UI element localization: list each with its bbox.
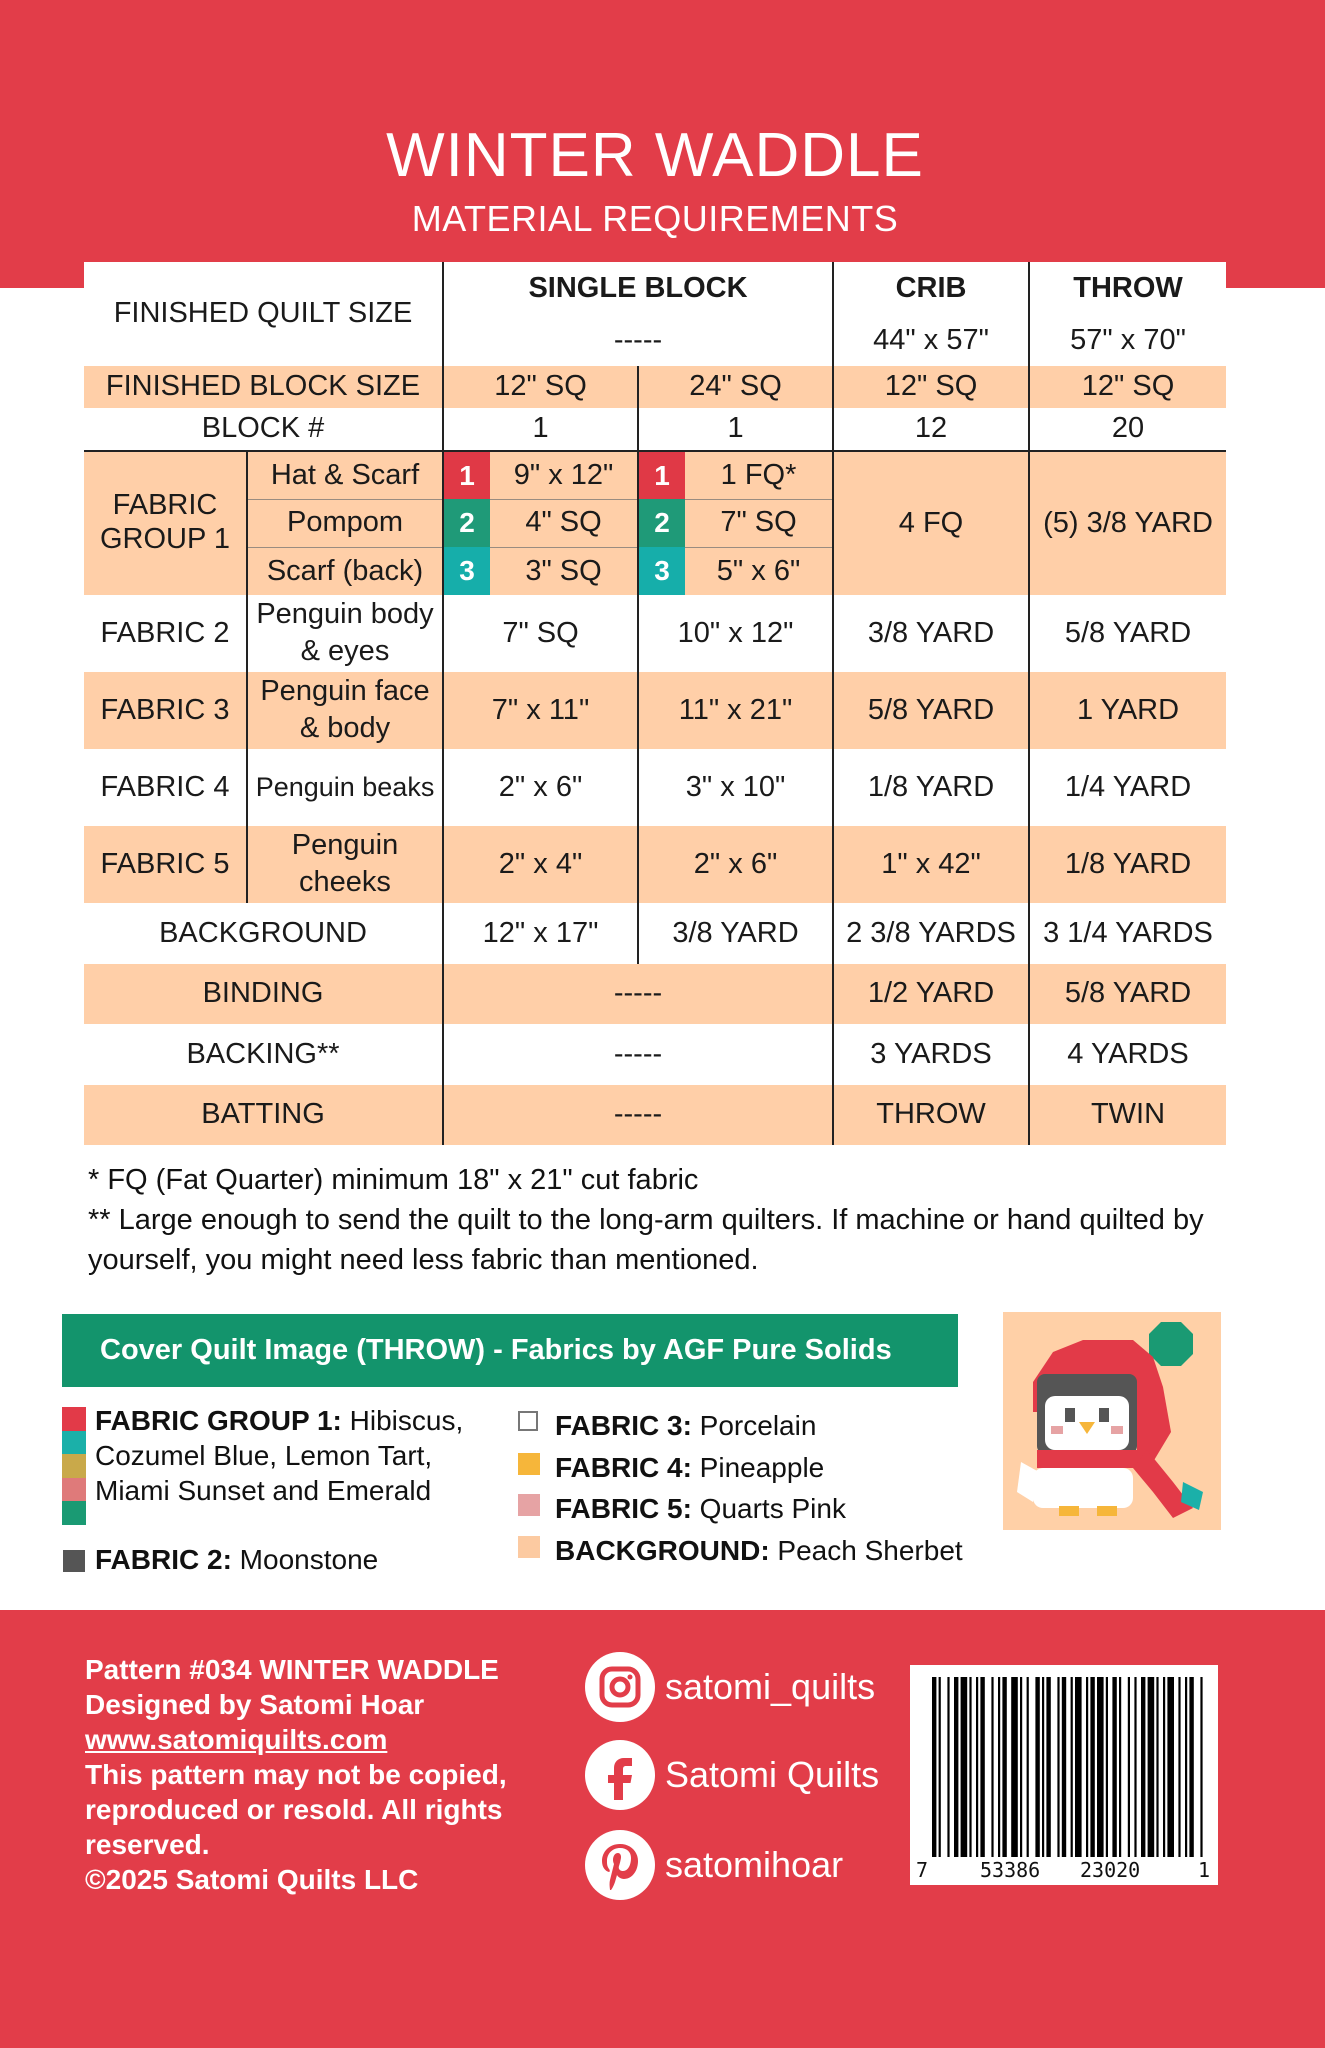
barcode-bar — [1086, 1677, 1088, 1857]
barcode-bar — [1097, 1677, 1104, 1857]
copy-line-3: reserved. — [85, 1829, 210, 1860]
num-badge-2: 2 — [443, 499, 490, 547]
backing-throw: 4 YARDS — [1029, 1024, 1226, 1085]
single-quilt-size: ----- — [443, 316, 833, 366]
barcode-bar — [976, 1677, 978, 1857]
legend-fabric3: FABRIC 3: Porcelain — [555, 1410, 817, 1441]
num-badge-3: 3 — [443, 547, 490, 595]
fabric-piece: Penguin face & body — [247, 672, 443, 749]
legend-right — [555, 1405, 963, 1571]
instagram-link[interactable] — [585, 1652, 875, 1722]
piece-pompom: Pompom — [247, 499, 443, 547]
block-number-crib: 12 — [833, 408, 1029, 451]
pompom-size-single: 4" SQ — [490, 499, 638, 547]
fabric-name: FABRIC 5 — [84, 826, 247, 903]
background-single: 12" x 17" — [443, 903, 638, 964]
batting-label: BATTING — [84, 1085, 443, 1145]
barcode-bar — [1119, 1677, 1121, 1857]
barcode-bar — [1071, 1677, 1073, 1857]
page-subtitle: MATERIAL REQUIREMENTS — [411, 198, 899, 239]
throw-quilt-size: 57" x 70" — [1029, 316, 1226, 366]
batting-throw: TWIN — [1029, 1085, 1226, 1145]
barcode-bar — [1112, 1677, 1116, 1857]
swatch-fabric5 — [518, 1494, 540, 1516]
legend-fabric2: FABRIC 2: Moonstone — [95, 1544, 379, 1575]
finished-quilt-size-label: FINISHED QUILT SIZE — [113, 297, 413, 330]
fabric-row — [84, 826, 1226, 903]
background-label: BACKGROUND — [159, 916, 367, 949]
instagram-icon — [585, 1652, 655, 1722]
fabric-throw: 1 YARD — [1029, 672, 1226, 749]
single-block-header: SINGLE BLOCK — [443, 262, 833, 316]
backing-row — [84, 1024, 1226, 1085]
barcode-bar — [1027, 1677, 1029, 1857]
fabric-double: 10" x 12" — [638, 595, 833, 672]
legend-banner: Cover Quilt Image (THROW) - Fabrics by AGF Pure Solids — [62, 1314, 958, 1387]
block-number-throw: 20 — [1029, 408, 1226, 451]
barcode-bar — [1134, 1677, 1136, 1857]
page-title: WINTER WADDLE — [386, 121, 924, 190]
fabric-single: 7" x 11" — [443, 672, 638, 749]
piece-scarf-back: Scarf (back) — [247, 547, 443, 595]
copy-line-1: This pattern may not be copied, — [85, 1759, 507, 1790]
binding-single: ----- — [443, 964, 833, 1024]
barcode-bar — [954, 1677, 958, 1857]
penguin-quilt-image — [1003, 1312, 1221, 1530]
fabric-crib: 1/8 YARD — [833, 749, 1029, 826]
barcode-bar — [961, 1677, 968, 1857]
fabric-name: FABRIC 3 — [84, 672, 247, 749]
legend-fabric5: FABRIC 5: Quarts Pink — [555, 1493, 846, 1524]
barcode-bar — [1002, 1677, 1006, 1857]
instagram-handle: satomi_quilts — [665, 1666, 876, 1707]
binding-label: BINDING — [84, 964, 443, 1024]
hat-size-double: 1 FQ* — [685, 451, 833, 499]
group1-label: FABRIC GROUP 1 — [84, 451, 247, 595]
scarf-back-size-double: 5" x 6" — [685, 547, 833, 595]
fabric-piece: Penguin beaks — [247, 749, 443, 826]
fabric-row — [84, 749, 1226, 826]
barcode-bar — [939, 1677, 941, 1857]
fabric-double: 2" x 6" — [638, 826, 833, 903]
barcode-bar — [1057, 1677, 1059, 1857]
binding-crib: 1/2 YARD — [833, 964, 1029, 1024]
barcode-digit-right: 1 — [1198, 1858, 1211, 1882]
fabric-throw: 1/4 YARD — [1029, 749, 1226, 826]
barcode-bar — [1011, 1677, 1018, 1857]
barcode — [910, 1665, 1218, 1885]
block-number-single: 1 — [443, 408, 638, 451]
fq-note: * FQ (Fat Quarter) minimum 18" x 21" cut fabric — [88, 1164, 699, 1196]
pinterest-handle: satomihoar — [665, 1844, 844, 1885]
num-badge-1: 1 — [443, 451, 490, 499]
barcode-bars — [910, 1665, 1218, 1885]
background-double: 3/8 YARD — [638, 903, 833, 964]
barcode-bar — [947, 1677, 949, 1857]
swatch-group1 — [62, 1407, 86, 1525]
fabric-name: FABRIC 4 — [100, 770, 230, 803]
barcode-bar — [1128, 1677, 1130, 1857]
block-size-double: 24" SQ — [638, 366, 833, 408]
footnotes — [88, 1160, 1238, 1280]
barcode-bar — [1106, 1677, 1108, 1857]
background-crib: 2 3/8 YARDS — [833, 903, 1029, 964]
backing-label: BACKING** — [186, 1037, 340, 1070]
throw-header: THROW — [1029, 262, 1226, 316]
fabric-row — [84, 595, 1226, 672]
barcode-digits-group2: 23020 — [1080, 1858, 1141, 1882]
swatch-background — [518, 1536, 540, 1558]
barcode-bar — [1200, 1677, 1202, 1857]
barcode-bar — [1090, 1677, 1094, 1857]
fabric-crib: 5/8 YARD — [833, 672, 1029, 749]
barcode-bar — [1189, 1677, 1193, 1857]
fabric-single: 7" SQ — [443, 595, 638, 672]
num-badge-2: 2 — [638, 499, 685, 547]
barcode-bar — [1178, 1677, 1180, 1857]
pinterest-icon — [585, 1830, 655, 1900]
barcode-bar — [1148, 1677, 1155, 1857]
legend-fabric4: FABRIC 4: Pineapple — [555, 1451, 825, 1483]
barcode-bar — [980, 1677, 984, 1857]
barcode-bar — [1046, 1677, 1050, 1857]
num-badge-1: 1 — [638, 451, 685, 499]
material-requirements-table — [84, 262, 1226, 1145]
fabric-throw: 1/8 YARD — [1029, 826, 1226, 903]
barcode-bar — [1141, 1677, 1145, 1857]
legend-group1: FABRIC GROUP 1: Hibiscus, Cozumel Blue, Lemon Tart, Miami Sunset and Emerald — [95, 1405, 464, 1506]
group1-row-hat — [84, 451, 1226, 499]
fabric-single: 2" x 4" — [443, 826, 638, 903]
swatch-fabric3 — [518, 1411, 538, 1431]
barcode-bar — [1042, 1677, 1044, 1857]
block-size-throw: 12" SQ — [1029, 366, 1226, 408]
block-size-single: 12" SQ — [443, 366, 638, 408]
block-size-row — [84, 366, 1226, 408]
copyright: ©2025 Satomi Quilts LLC — [85, 1864, 419, 1895]
backing-single: ----- — [443, 1024, 833, 1085]
fabric-single: 2" x 6" — [443, 749, 638, 826]
block-number-row — [84, 408, 1226, 451]
hat-size-single: 9" x 12" — [490, 451, 638, 499]
footer-credits — [85, 1652, 585, 1897]
barcode-bar — [998, 1677, 1000, 1857]
facebook-link[interactable] — [585, 1740, 879, 1810]
website-link[interactable]: www.satomiquilts.com — [85, 1724, 388, 1755]
swatch-fabric2 — [63, 1550, 85, 1572]
binding-throw: 5/8 YARD — [1029, 964, 1226, 1024]
barcode-bar — [1075, 1677, 1082, 1857]
barcode-bar — [1035, 1677, 1039, 1857]
crib-quilt-size: 44" x 57" — [833, 316, 1029, 366]
designer: Designed by Satomi Hoar — [85, 1689, 425, 1720]
pompom-size-double: 7" SQ — [685, 499, 833, 547]
batting-row — [84, 1085, 1226, 1145]
barcode-bar — [991, 1677, 993, 1857]
facebook-name: Satomi Quilts — [665, 1754, 880, 1795]
backing-crib: 3 YARDS — [833, 1024, 1029, 1085]
block-number-label: BLOCK # — [201, 412, 325, 445]
barcode-bar — [1020, 1677, 1022, 1857]
barcode-bar — [1167, 1677, 1174, 1857]
copy-line-2: reproduced or resold. All rights — [85, 1794, 503, 1825]
fabric-throw: 5/8 YARD — [1029, 595, 1226, 672]
pinterest-link[interactable] — [585, 1830, 843, 1900]
scarf-back-size-single: 3" SQ — [490, 547, 638, 595]
fabric-double: 3" x 10" — [638, 749, 833, 826]
piece-hat-scarf: Hat & Scarf — [247, 451, 443, 499]
fabric-crib: 1" x 42" — [833, 826, 1029, 903]
barcode-bar — [1062, 1677, 1066, 1857]
background-row — [84, 903, 1226, 964]
group1-throw: (5) 3/8 YARD — [1029, 451, 1226, 595]
block-number-double: 1 — [638, 408, 833, 451]
fabric-crib: 3/8 YARD — [833, 595, 1029, 672]
pattern-number: Pattern #034 WINTER WADDLE — [85, 1654, 499, 1685]
facebook-icon — [585, 1740, 655, 1810]
block-size-crib: 12" SQ — [833, 366, 1029, 408]
crib-header: CRIB — [833, 262, 1029, 316]
batting-crib: THROW — [833, 1085, 1029, 1145]
barcode-bar — [1163, 1677, 1165, 1857]
barcode-digit-left: 7 — [916, 1858, 929, 1882]
barcode-bar — [1156, 1677, 1158, 1857]
group1-crib: 4 FQ — [833, 451, 1029, 595]
table-header-row — [84, 262, 1226, 316]
fabric-piece: Penguin cheeks — [247, 826, 443, 903]
fabric-row — [84, 672, 1226, 749]
barcode-bar — [932, 1677, 936, 1857]
binding-row — [84, 964, 1226, 1024]
legend-background: BACKGROUND: Peach Sherbet — [555, 1534, 963, 1566]
barcode-bar — [969, 1677, 971, 1857]
swatch-fabric4 — [518, 1453, 540, 1475]
background-throw: 3 1/4 YARDS — [1029, 903, 1226, 964]
penguin-illustration — [1003, 1312, 1221, 1530]
fabric-piece: Penguin body & eyes — [247, 595, 443, 672]
num-badge-3: 3 — [638, 547, 685, 595]
fabric-name: FABRIC 2 — [100, 616, 230, 649]
barcode-digits-group1: 53386 — [980, 1858, 1041, 1882]
batting-single: ----- — [443, 1085, 833, 1145]
block-size-label: FINISHED BLOCK SIZE — [84, 366, 443, 408]
backing-note: ** Large enough to send the quilt to the long-arm quilters. If machine or hand quilted by yourself, you might need less fabric than mentioned. — [88, 1204, 1204, 1276]
fabric-double: 11" x 21" — [638, 672, 833, 749]
barcode-bar — [1185, 1677, 1187, 1857]
